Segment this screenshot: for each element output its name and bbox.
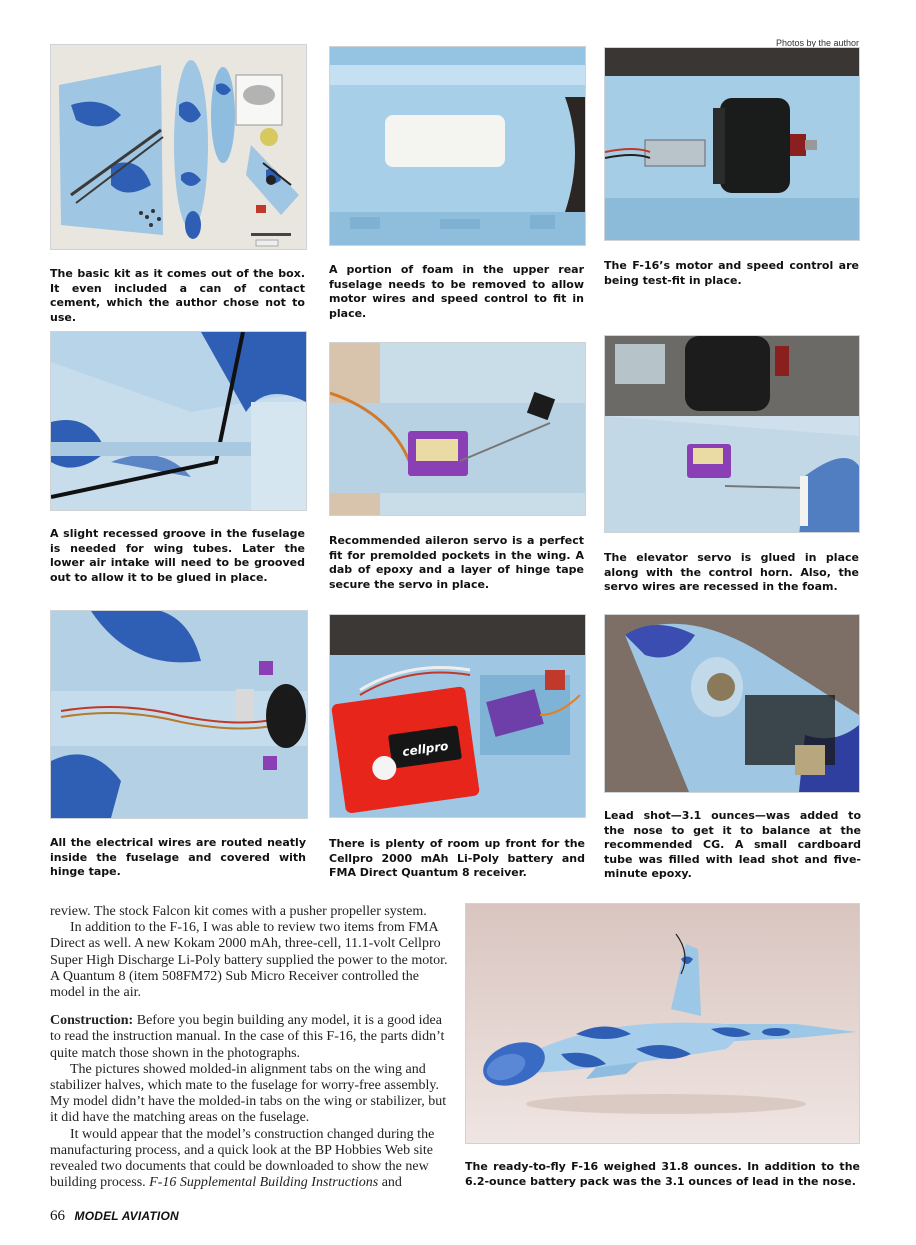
body-paragraph-construction: Construction: Before you begin building any model, it is a good idea to read the instruction manual. In the case of this F-16, the parts didn’t quite match those shown in the photographs. bbox=[50, 1013, 445, 1061]
wiring-photo bbox=[50, 610, 308, 819]
section-heading: Construction: bbox=[50, 1013, 134, 1029]
kit-contents-photo bbox=[50, 44, 307, 250]
body-paragraph: review. The stock Falcon kit comes with a pusher propeller system. bbox=[50, 904, 427, 919]
caption-aileron: Recommended aileron servo is a perfect fit for premolded pockets in the wing. A dab of epoxy and a layer of hinge tape secure the servo in place. bbox=[329, 534, 584, 591]
document-title: F-16 Supplemental Building Instructions bbox=[149, 1175, 379, 1191]
caption-wiring: All the electrical wires are routed neatly inside the fuselage and covered with hinge tape. bbox=[50, 836, 306, 878]
motor-testfit-photo bbox=[604, 47, 860, 241]
body-paragraph: It would appear that the model’s construction changed during the manufacturing process, and a quick look at the BP Hobbies Web site revealed two documents that could be downloaded to show the new building process. F-16 Supplemental Building Instructions and bbox=[50, 1126, 435, 1191]
body-paragraph: In addition to the F-16, I was able to review two items from FMA Direct as well. A new Kokam 2000 mAh, three-cell, 11.1-volt Cellpro Super High Discharge Li-Poly battery supplied the power to the motor. A Quantum 8 (item 508FM72) Sub Micro Receiver controlled the model in the air. bbox=[50, 920, 448, 1001]
battery-receiver-photo bbox=[329, 614, 586, 818]
aileron-servo-photo bbox=[329, 342, 586, 516]
page-number: 66 bbox=[50, 1208, 65, 1224]
magazine-name: MODEL AVIATION bbox=[74, 1209, 179, 1223]
fuselage-foam-photo bbox=[329, 46, 586, 246]
caption-kit: The basic kit as it comes out of the box. It even included a can of contact cement, which the author chose not to use. bbox=[50, 267, 305, 324]
body-paragraph: The pictures showed molded-in alignment tabs on the wing and stabilizer halves, which mate to the fuselage for worry-free assembly. My model didn’t have the molded-in tabs on the wing or stabilizer, but it did have the matching areas on the fuselage. bbox=[50, 1061, 447, 1126]
wing-tube-groove-photo bbox=[50, 331, 307, 511]
page-footer bbox=[50, 1208, 179, 1225]
photo-credit: Photos by the author bbox=[775, 38, 859, 48]
caption-battery: There is plenty of room up front for the Cellpro 2000 mAh Li-Poly battery and FMA Direct Quantum 8 receiver. bbox=[329, 837, 585, 879]
battery-brand-label: cellpro bbox=[401, 738, 450, 760]
article-body bbox=[50, 904, 448, 1191]
caption-elevator: The elevator servo is glued in place along with the control horn. Also, the servo wires are recessed in the foam. bbox=[604, 551, 859, 593]
nose-lead-photo bbox=[604, 614, 860, 793]
caption-lead: Lead shot—3.1 ounces—was added to the nose to get it to balance at the recommended CG. A small cardboard tube was filled with lead shot and five-minute epoxy. bbox=[604, 809, 861, 880]
caption-finished: The ready-to-fly F-16 weighed 31.8 ounces. In addition to the 6.2-ounce battery pack was the 3.1 ounces of lead in the nose. bbox=[465, 1160, 860, 1188]
caption-groove: A slight recessed groove in the fuselage is needed for wing tubes. Later the lower air intake will need to be grooved out to allow it to be glued in place. bbox=[50, 527, 305, 584]
elevator-servo-photo bbox=[604, 335, 860, 533]
caption-motor: The F-16’s motor and speed control are being test-fit in place. bbox=[604, 259, 859, 287]
finished-model-photo bbox=[465, 903, 860, 1144]
caption-foam: A portion of foam in the upper rear fuselage needs to be removed to allow motor wires and speed control to fit in place. bbox=[329, 263, 584, 320]
